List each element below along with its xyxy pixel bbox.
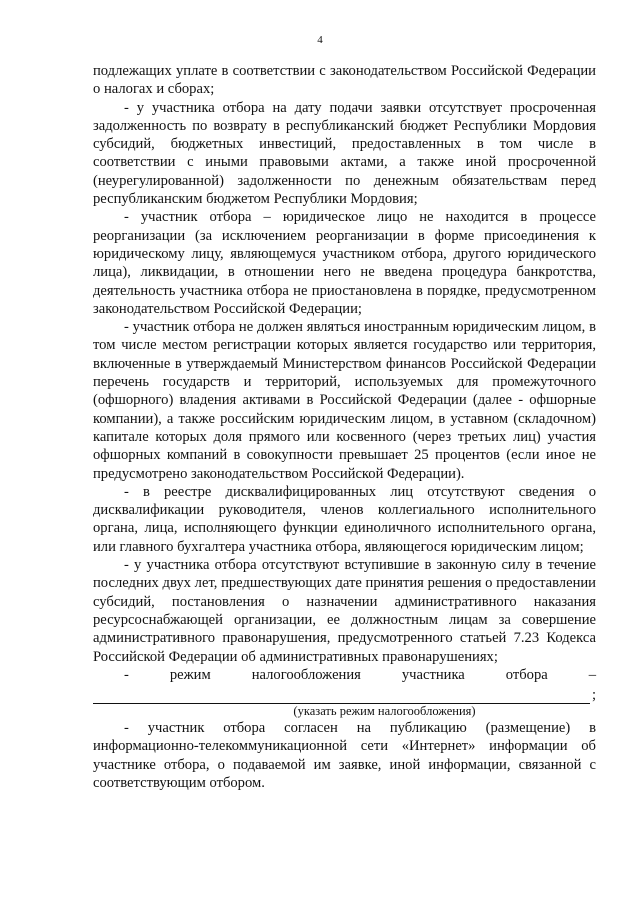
paragraph-disqualified-persons: - в реестре дисквалифицированных лиц отсутствуют сведения о дисквалификации руководителя, членов коллегиального исполнительного органа, лица, исполняющего функции единоличного исполнительного органа, или главного бухгалтера участника отбора, являющегося юридическим лицом;: [93, 483, 596, 555]
paragraph-budget-debt: - у участника отбора на дату подачи заявки отсутствует просроченная задолженность по возврату в республиканский бюджет Республики Мордовия субсидий, бюджетных инвестиций, предоставленных в том числе в соответствии с иными правовыми актами, а также иной просроченной (неурегулированной) задолженности по денежным обязательствам перед республиканским бюджетом Республики Мордовия;: [93, 99, 596, 208]
document-body: [93, 62, 596, 792]
paragraph-offshore: - участник отбора не должен являться иностранным юридическим лицом, в том числе местом регистрации которых является государство или территория, включенные в утверждаемый Министерством финансов Российской Федерации перечень государств и территорий, используемых для промежуточного (офшорного) владения активами в Российской Федерации (далее - офшорные компании), а также российским юридическим лицом, в уставном (складочном) капитале которых доля прямого или косвенного (через третьих лиц) участия офшорных компаний в совокупности превышает 25 процентов (если иное не предусмотрено законодательством Российской Федерации).: [93, 319, 596, 482]
paragraph-taxes-continuation: подлежащих уплате в соответствии с законодательством Российской Федерации о налогах и сборах;: [93, 63, 596, 98]
paragraph-publication-consent: - участник отбора согласен на публикацию (размещение) в информационно-телекоммуникационной сети «Интернет» информации об участнике отбора, о подаваемой им заявке, иной информации, связанной с соответствующим отбором.: [93, 720, 596, 791]
paragraph-reorganization: - участник отбора – юридическое лицо не находится в процессе реорганизации (за исключением реорганизации в форме присоединения к юридическому лицу, являющемуся участником отбора, другого юридического лица), ликвидации, в отношении него не введена процедура банкротства, деятельность участника отбора не приостановлена в порядке, предусмотренном законодательством Российской Федерации;: [93, 209, 596, 317]
tax-regime-field: [93, 684, 596, 704]
paragraph-tax-regime: - режим налогообложения участника отбора –: [124, 666, 596, 683]
paragraph-administrative-penalties: - у участника отбора отсутствуют вступившие в законную силу в течение последних двух лет, предшествующих дате принятия решения о предоставлении субсидий, постановления о назначении административного наказания ресурсоснабжающей организации, ее должностным лицам за совершение административного правонарушения, предусмотренного статьей 7.23 Кодекса Российской Федерации об административных правонарушениях;: [93, 557, 596, 665]
tax-regime-blank-line: [93, 689, 590, 704]
page-number: 4: [317, 34, 323, 46]
tax-regime-semicolon: ;: [591, 687, 596, 704]
tax-regime-caption: (указать режим налогообложения): [293, 704, 476, 719]
